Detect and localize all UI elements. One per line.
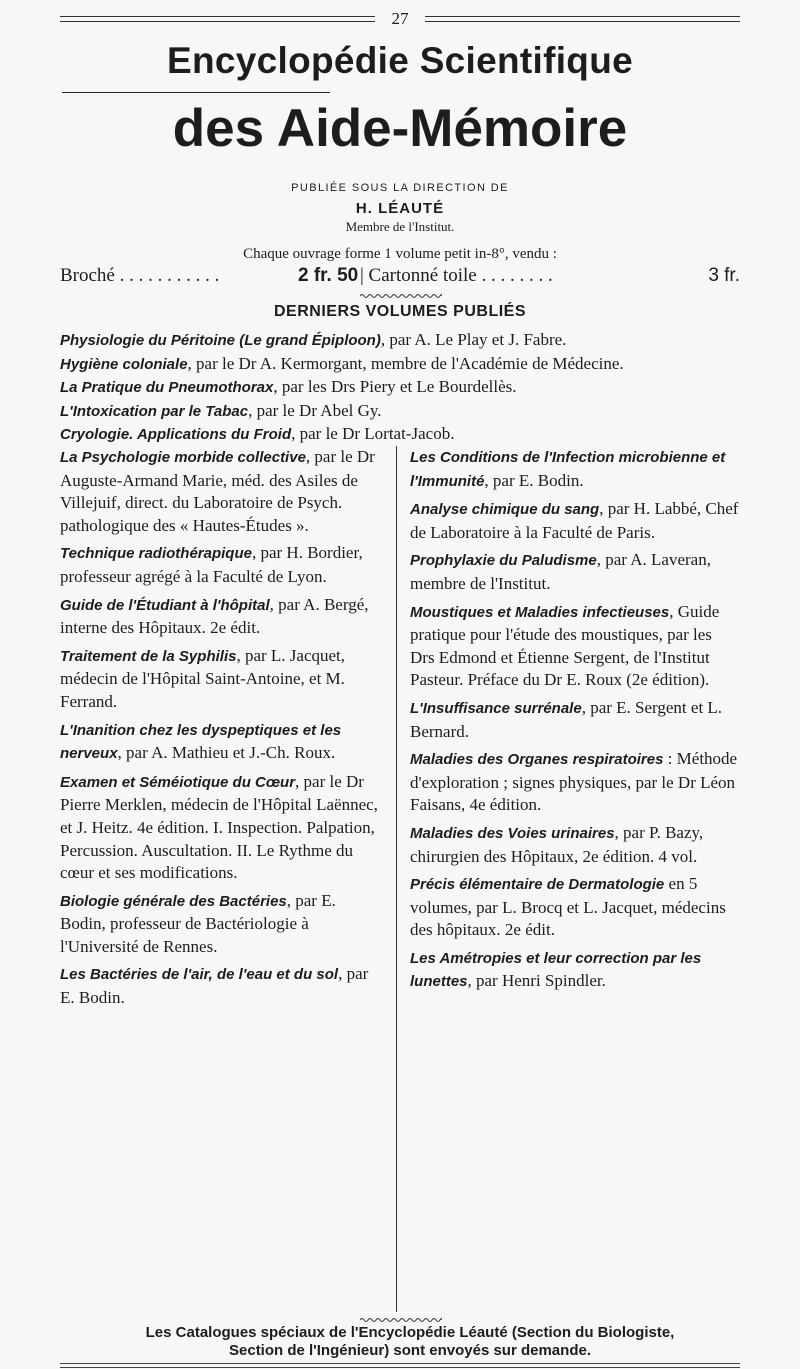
book-authors: : Méthode d'exploration ; signes physiques, par le Dr Léon Faisans, 4e édition.: [410, 749, 738, 815]
book-title: Précis élémentaire de Dermatologie: [410, 876, 665, 894]
book-authors: en 5 volumes, par L. Brocq et L. Jacquet, médecins des hôpitaux. 2e édit.: [410, 874, 726, 940]
book-title: Analyse chimique du sang: [410, 501, 600, 519]
book-title: Hygiène coloniale: [60, 355, 188, 373]
title-line-2: des Aide-Mémoire: [172, 99, 628, 158]
column-divider: [396, 446, 397, 1312]
book-authors: , par Henri Spindler.: [467, 971, 606, 991]
right-column: [410, 446, 740, 999]
book-title: L'Intoxication par le Tabac: [60, 402, 249, 420]
book-title: Technique radiothérapique: [60, 545, 252, 563]
book-entry: [410, 873, 740, 942]
book-authors: , par les Drs Piery et Le Bourdellès.: [273, 377, 517, 396]
book-title: Physiologie du Péritoine (Le grand Épiploon): [60, 332, 381, 349]
header-double-rule-right: [425, 16, 740, 22]
director-role: Membre de l'Institut.: [345, 219, 455, 234]
book-title: Les Bactéries de l'air, de l'eau et du sol: [60, 966, 339, 984]
broche-label: Broché . . . . . . . . . . .: [60, 265, 220, 286]
book-authors: , par H. Labbé, Chef de Laboratoire à la Faculté de Paris.: [410, 499, 739, 542]
book-title: L'Inanition chez les dyspeptiques et les nerveux: [60, 721, 342, 763]
book-entry: [410, 549, 740, 595]
book-entry: [60, 645, 382, 714]
book-entry: [410, 822, 740, 868]
title-rule: [62, 92, 330, 93]
footer-rule-1: [60, 1363, 740, 1364]
book-title: L'Insuffisance surrénale: [410, 699, 582, 717]
book-title: Guide de l'Étudiant à l'hôpital: [60, 596, 270, 614]
cartonne-label: | Cartonné toile . . . . . . . .: [360, 265, 553, 286]
book-entry: [60, 542, 382, 588]
book-authors: , par E. Sergent et L. Bernard.: [410, 697, 723, 741]
book-authors: , par A. Laveran, membre de l'Institut.: [410, 550, 711, 593]
book-entry: [410, 498, 740, 544]
book-authors: , par H. Bordier, professeur agrégé à la Faculté de Lyon.: [60, 543, 363, 586]
catalogues-note: [60, 1324, 760, 1360]
book-entry: [60, 719, 382, 766]
book-authors: , par E. Bodin, professeur de Bactériologie à l'Université de Rennes.: [60, 890, 336, 956]
page-number: 27: [391, 9, 409, 28]
cartonne-price: 3 fr.: [708, 265, 740, 286]
section-heading: DERNIERS VOLUMES PUBLIÉS: [273, 303, 527, 320]
book-authors: , par le Dr A. Kermorgant, membre de l'Académie de Médecine.: [187, 353, 624, 373]
volume-note: Chaque ouvrage forme 1 volume petit in-8°, vendu :: [243, 246, 557, 262]
wavy-ornament-bottom: [360, 1317, 442, 1323]
footer-rule-2: [60, 1367, 740, 1368]
book-authors: , par le Dr Lortat-Jacob.: [291, 424, 455, 443]
book-entry: [60, 375, 760, 400]
wavy-ornament-top: [360, 293, 442, 299]
book-title: Prophylaxie du Paludisme: [410, 552, 597, 570]
book-title: La Psychologie morbide collective: [60, 449, 306, 466]
book-title: Maladies des Voies urinaires: [410, 824, 615, 842]
book-entry: [60, 963, 382, 1009]
book-authors: , Guide pratique pour l'étude des moustiques, par les Drs Edmond et Étienne Sergent, de l'Institut Pasteur. Préface du Dr E. Roux (2e édition).: [410, 601, 720, 690]
book-entry: [410, 697, 740, 743]
book-authors: , par A. Mathieu et J.-Ch. Roux.: [117, 743, 336, 763]
book-entry: [60, 594, 382, 640]
catalogues-line-2: Section de l'Ingénieur) sont envoyés sur demande.: [229, 1342, 591, 1359]
book-authors: , par le Dr Abel Gy.: [248, 400, 382, 420]
book-title: Cryologie. Applications du Froid: [60, 426, 292, 443]
director-name: H. LÉAUTÉ: [355, 200, 445, 217]
book-entry: [60, 422, 760, 447]
book-title: Les Amétropies et leur correction par les lunettes: [410, 949, 702, 991]
book-entry: [60, 771, 382, 885]
book-entry: [410, 446, 740, 493]
book-entry: [410, 947, 740, 994]
book-title: Traitement de la Syphilis: [60, 647, 237, 665]
title-line-1: Encyclopédie Scientifique: [166, 40, 633, 81]
book-title: Biologie générale des Bactéries: [60, 892, 287, 910]
book-title: Moustiques et Maladies infectieuses: [410, 603, 670, 621]
book-entry: [410, 601, 740, 692]
book-entry: [60, 399, 760, 424]
book-title: La Pratique du Pneumothorax: [60, 379, 274, 396]
broche-price: 2 fr. 50: [298, 265, 359, 286]
book-authors: , par L. Jacquet, médecin de l'Hôpital Saint-Antoine, et M. Ferrand.: [60, 645, 346, 711]
book-entry: [410, 748, 740, 817]
book-authors: , par E. Bodin.: [60, 964, 369, 1008]
book-entry: [60, 890, 382, 959]
book-title: Les Conditions de l'Infection microbienne et l'Immunité: [410, 449, 726, 490]
book-title: Maladies des Organes respiratoires: [410, 751, 664, 769]
book-entry: [60, 352, 760, 377]
book-authors: , par A. Le Play et J. Fabre.: [380, 330, 567, 349]
book-entry: [60, 328, 760, 353]
book-entry: [60, 446, 382, 537]
page-header-rule: [60, 9, 740, 28]
published-under: PUBLIÉE SOUS LA DIRECTION DE: [291, 182, 509, 194]
book-authors: , par E. Bodin.: [484, 470, 584, 490]
book-title: Examen et Séméiotique du Cœur: [60, 773, 296, 791]
left-column: [60, 446, 382, 1015]
book-authors: , par le Dr Pierre Merklen, médecin de l'Hôpital Laënnec, et J. Heitz. 4e édition. I. Inspection. Palpation, Percussion. Auscultation. II. Le Rythme du cœur et ses modifications.: [60, 771, 378, 883]
book-authors: , par P. Bazy, chirurgien des Hôpitaux, 2e édition. 4 vol.: [410, 822, 704, 866]
catalogues-line-1: Les Catalogues spéciaux de l'Encyclopédie Léauté (Section du Biologiste,: [145, 1324, 675, 1341]
book-authors: , par le Dr Auguste-Armand Marie, méd. des Asiles de Villejuif, direct. du Laboratoire de Psych. pathologique des « Hautes-Études ».: [60, 447, 375, 535]
book-authors: , par A. Bergé, interne des Hôpitaux. 2e édit.: [60, 594, 369, 638]
